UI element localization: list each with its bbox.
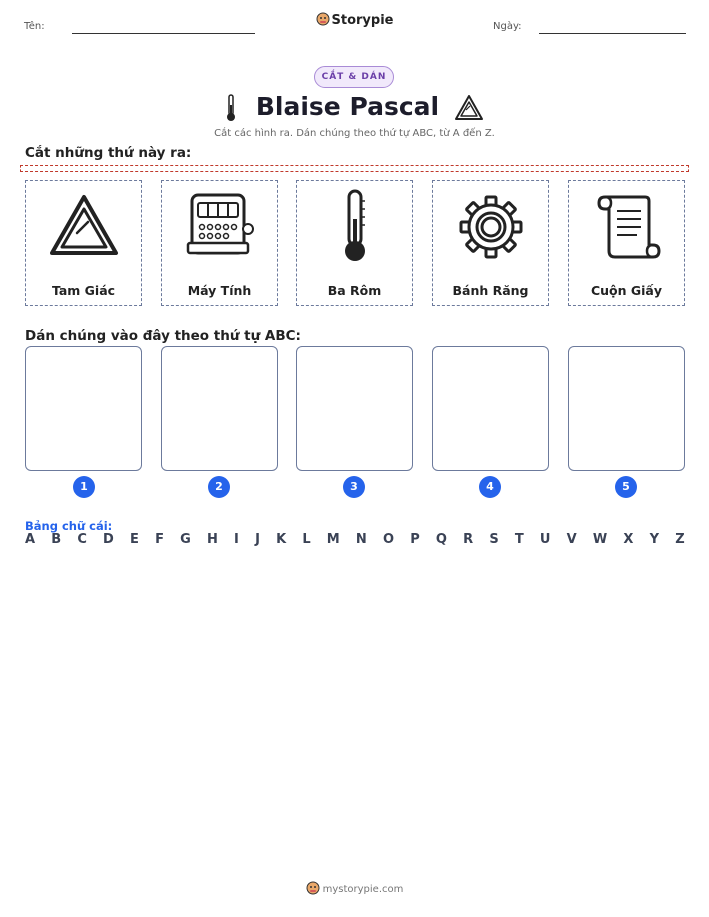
alphabet-letter: O [382,532,395,547]
thermometer-icon [315,187,395,267]
paste-slot-3[interactable] [296,346,413,471]
cut-card-label: Tam Giác [51,283,116,298]
alphabet-label: Bảng chữ cái: [25,519,113,533]
triangle-icon [44,187,124,267]
date-label: Ngày: [493,21,522,32]
activity-badge: CẮT & DÁN [314,66,394,88]
alphabet-letter: Y [649,532,660,547]
alphabet-letter: J [255,532,260,547]
name-label: Tên: [24,21,45,32]
alphabet-letter: E [130,532,139,547]
alphabet-letter: K [276,532,287,547]
paste-slot-4[interactable] [432,346,549,471]
alphabet-letter: D [103,532,114,547]
alphabet-letter: Z [675,532,685,547]
cut-card-label: Cuộn Giấy [590,283,663,298]
paste-section-heading: Dán chúng vào đây theo thứ tự ABC: [25,328,301,344]
alphabet-letter: W [592,532,608,547]
name-line[interactable] [72,33,255,34]
alphabet-letter: M [326,532,340,547]
paste-slot-2[interactable] [161,346,278,471]
alphabet-letter: T [514,532,524,547]
alphabet-letter: F [155,532,164,547]
alphabet-letter: G [180,532,191,547]
calculator-icon [180,187,260,267]
cut-card-label: Ba Rôm [327,283,382,298]
alphabet-letter: A [25,532,36,547]
alphabet-letter: S [489,532,499,547]
cut-section-heading: Cắt những thứ này ra: [25,145,192,161]
alphabet-row [25,532,685,547]
cut-line [20,165,689,172]
page-title-text: Blaise Pascal [255,92,440,121]
cut-card-ba-rom[interactable] [296,180,413,306]
alphabet-letter: P [410,532,420,547]
brand-logo [0,12,709,28]
footer [0,881,709,895]
cut-card-label: Máy Tính [187,283,252,298]
cut-card-label: Bánh Răng [452,283,529,298]
alphabet-letter: C [77,532,87,547]
slot-number-2: 2 [208,476,230,498]
storypie-logo-icon [316,12,330,26]
paste-slot-1[interactable] [25,346,142,471]
slot-number-4: 4 [479,476,501,498]
alphabet-letter: X [623,532,634,547]
slot-number-3: 3 [343,476,365,498]
cut-card-banh-rang[interactable] [432,180,549,306]
alphabet-letter: R [463,532,474,547]
alphabet-letter: L [302,532,311,547]
date-line[interactable] [539,33,686,34]
alphabet-letter: U [539,532,551,547]
page-title [0,92,709,123]
brand-name: Storypie [331,13,394,28]
alphabet-letter: I [234,532,239,547]
slot-number-1: 1 [73,476,95,498]
thermometer-icon [224,93,238,123]
alphabet-letter: V [566,532,577,547]
alphabet-letter: Q [435,532,447,547]
page-subtitle: Cắt các hình ra. Dán chúng theo thứ tự ABC, từ A đến Z. [214,128,495,139]
alphabet-letter: H [206,532,218,547]
storypie-logo-icon [306,881,320,895]
alphabet-letter: N [355,532,367,547]
scroll-icon [587,187,667,267]
slot-number-5: 5 [615,476,637,498]
cut-card-tam-giac[interactable] [25,180,142,306]
triangle-icon [453,93,485,123]
alphabet-letter: B [51,532,62,547]
cut-card-may-tinh[interactable] [161,180,278,306]
footer-url[interactable]: mystorypie.com [322,884,404,895]
gear-icon [451,187,531,267]
paste-slot-5[interactable] [568,346,685,471]
cut-card-cuon-giay[interactable] [568,180,685,306]
